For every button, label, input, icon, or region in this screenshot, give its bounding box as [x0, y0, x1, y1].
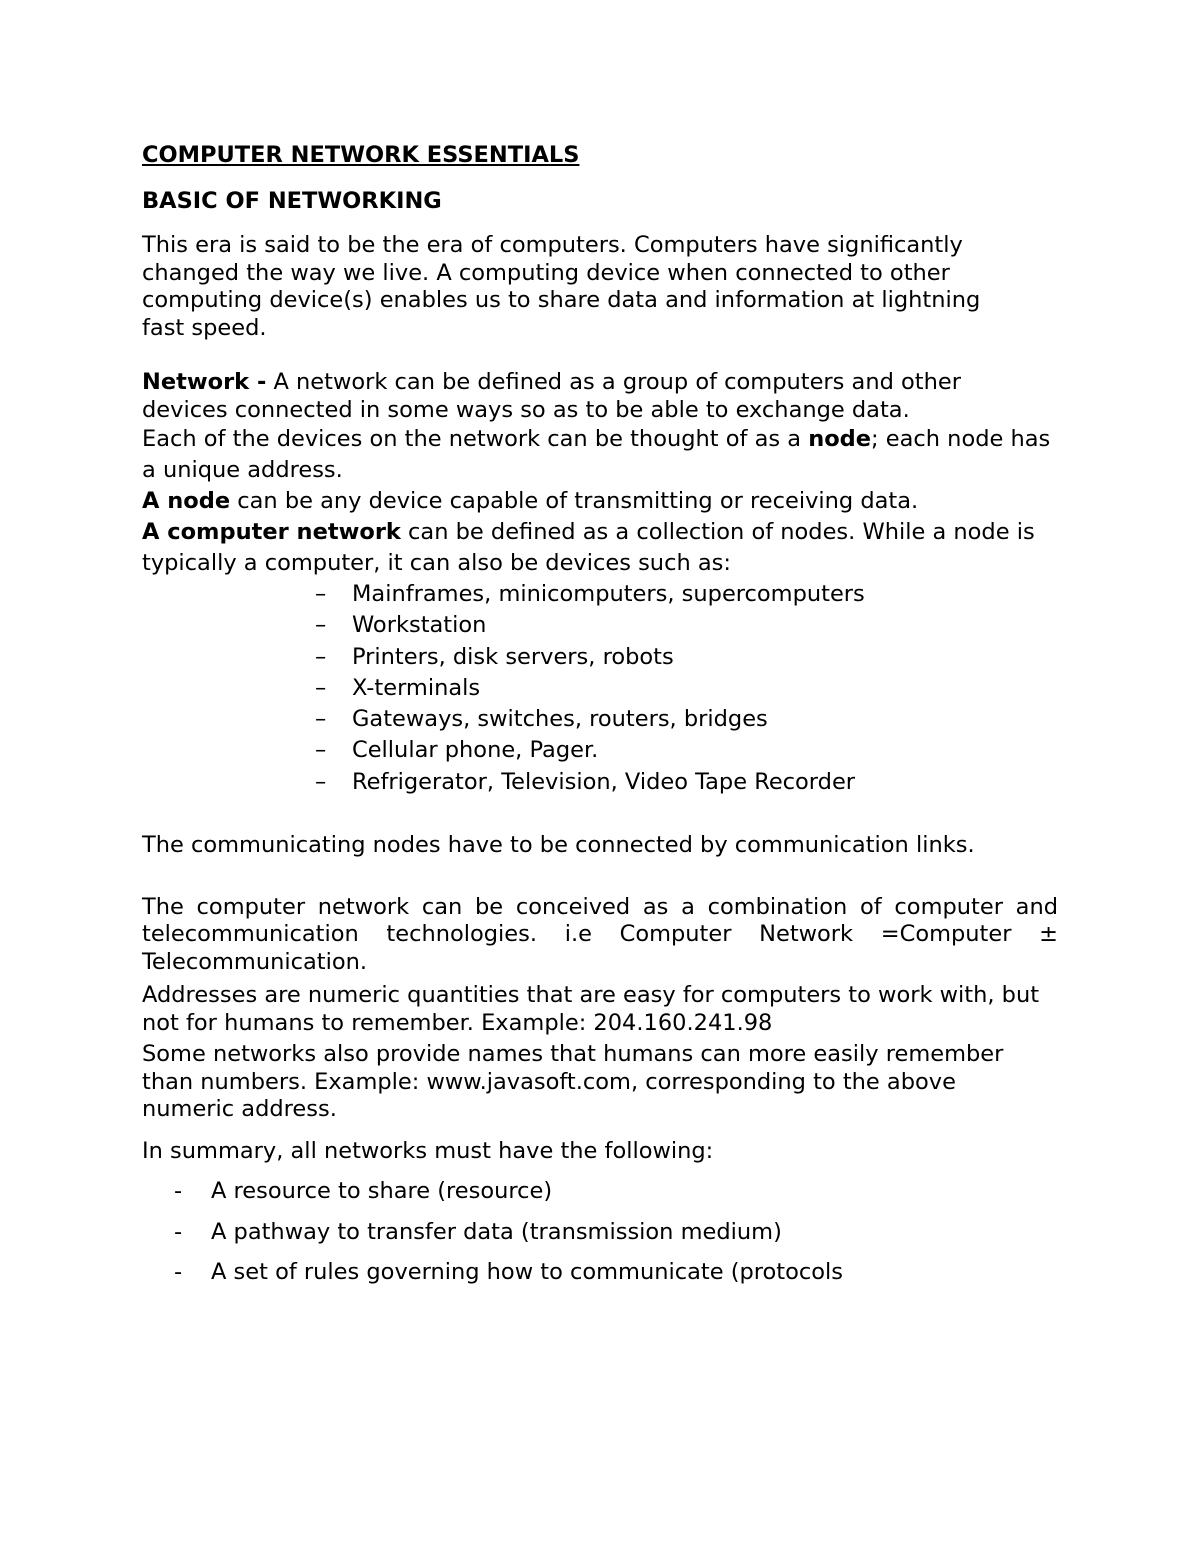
document-title: COMPUTER NETWORK ESSENTIALS	[142, 142, 580, 168]
computer-network-term: A computer network	[142, 519, 401, 545]
device-item-text: X-terminals	[352, 674, 481, 701]
section-heading: BASIC OF NETWORKING	[142, 188, 442, 214]
list-item	[174, 1171, 1062, 1212]
combination-line: Telecommunication.	[142, 948, 368, 975]
dash-bullet: –	[315, 768, 327, 795]
dash-bullet: -	[174, 1218, 183, 1245]
node-sentence-start: Each of the devices on the network can be thought of as a	[142, 426, 809, 452]
summary-intro: In summary, all networks must have the following:	[142, 1137, 714, 1164]
computer-network-definition-text: can be defined as a collection of nodes. While a node is typically a computer, it can also be devices such as:	[142, 519, 1035, 576]
device-item-text: Mainframes, minicomputers, supercomputers	[352, 581, 865, 607]
list-item	[315, 642, 1062, 673]
addresses-paragraph: Addresses are numeric quantities that are easy for computers to work with, but not for humans to remember. Example: 204.160.241.98	[142, 982, 1040, 1036]
summary-list	[142, 1171, 1062, 1293]
list-item	[315, 767, 1062, 798]
network-term: Network -	[142, 369, 267, 395]
a-node-term: A node	[142, 488, 231, 514]
dash-bullet: -	[174, 1259, 183, 1286]
dash-bullet: –	[315, 706, 327, 733]
summary-item-text: A pathway to transfer data (transmission medium)	[211, 1218, 782, 1245]
computer-network-definition	[142, 517, 1062, 579]
communication-links-paragraph: The communicating nodes have to be connected by communication links.	[142, 832, 975, 859]
device-item-text: Gateways, switches, routers, bridges	[352, 706, 768, 733]
network-definition-text: A network can be defined as a group of computers and other devices connected in some ways so as to be able to exchange data.	[142, 369, 961, 423]
network-definition	[142, 369, 1022, 424]
list-item	[315, 579, 1062, 610]
summary-item-text: A set of rules governing how to communicate (protocols	[211, 1259, 843, 1286]
device-list	[142, 579, 1062, 798]
names-paragraph: Some networks also provide names that humans can more easily remember than numbers. Example: www.javasoft.com, corresponding to the above numeric address.	[142, 1041, 1004, 1123]
summary-item-text: A resource to share (resource)	[211, 1178, 553, 1205]
definitions-block	[142, 369, 1062, 579]
a-node-definition-text: can be any device capable of transmitting or receiving data.	[230, 488, 919, 514]
combination-paragraph	[142, 894, 1058, 977]
device-item-text: Refrigerator, Television, Video Tape Recorder	[352, 768, 856, 795]
document-page	[142, 140, 1062, 1293]
dash-bullet: -	[174, 1178, 183, 1205]
list-item	[315, 735, 1062, 766]
dash-bullet: –	[315, 643, 327, 670]
dash-bullet: –	[315, 674, 327, 701]
combination-line: The computer network can be conceived as a combination of computer and	[142, 893, 1058, 920]
device-item-text: Printers, disk servers, robots	[352, 643, 674, 670]
device-item-text: Cellular phone, Pager.	[352, 737, 599, 764]
list-item	[174, 1252, 1062, 1293]
combination-line: telecommunication technologies. i.e Computer Network =Computer ±	[142, 921, 1058, 948]
node-term: node	[808, 426, 872, 452]
dash-bullet: –	[315, 737, 327, 764]
node-sentence-end: ; each node has a unique address.	[142, 426, 1051, 483]
device-item-text: Workstation	[352, 612, 487, 639]
dash-bullet: –	[315, 581, 327, 607]
list-item	[174, 1212, 1062, 1253]
dash-bullet: –	[315, 612, 327, 639]
intro-paragraph: This era is said to be the era of computers. Computers have significantly changed the way we live. A computing device when connected to other computing device(s) enables us to share data and information at lightning fast speed.	[142, 232, 981, 341]
list-item	[315, 704, 1062, 735]
list-item	[315, 673, 1062, 704]
a-node-definition	[142, 486, 1062, 517]
node-address-sentence	[142, 424, 1062, 486]
list-item	[315, 610, 1062, 641]
